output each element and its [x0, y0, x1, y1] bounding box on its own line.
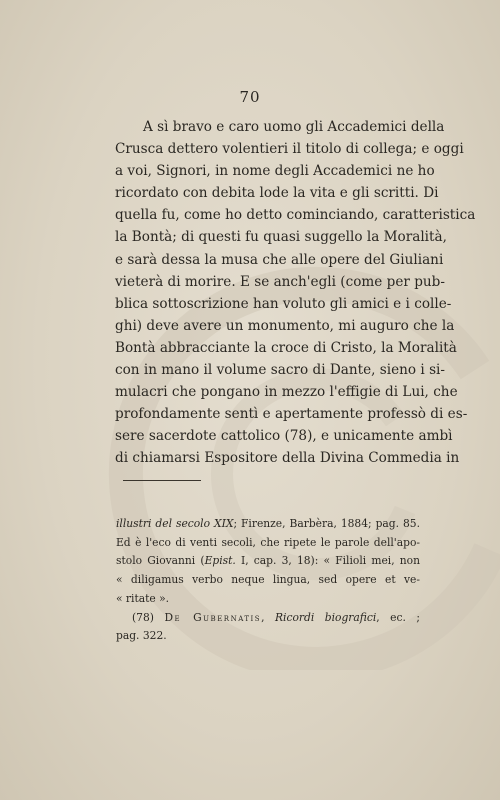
- footnote-text: stolo Giovanni (: [116, 554, 205, 568]
- text-line: ricordato con debita lode la vita e gli scritti. Di: [115, 185, 439, 202]
- footnote-line: [116, 552, 420, 571]
- text-line: con in mano il volume sacro di Dante, sieno i si-: [115, 362, 445, 379]
- footnote-line: [116, 609, 420, 628]
- footnote-line: « diligamus verbo neque lingua, sed opere et ve-: [116, 573, 420, 587]
- text-line: di chiamarsi Espositore della Divina Commedia in: [115, 450, 460, 467]
- footnote-line: pag. 322.: [116, 629, 167, 643]
- text-line: Bontà abbracciante la croce di Cristo, la Moralità: [115, 339, 457, 356]
- footnote-italic: illustri del secolo XIX: [116, 517, 234, 530]
- text-line: mulacri che pongano in mezzo l'effigie di Lui, che: [115, 384, 458, 401]
- footnote-separator: [123, 480, 201, 481]
- footnote-text: ; Firenze, Barbèra, 1884; pag. 85.: [233, 517, 421, 530]
- footnote-text: ,: [261, 610, 275, 624]
- text-line: blica sottoscrizione han voluto gli amici e i colle-: [115, 295, 452, 312]
- text-line: a voi, Signori, in nome degli Accademici ne ho: [115, 163, 435, 180]
- text-line: A sì bravo e caro uomo gli Accademici della: [143, 119, 445, 135]
- footnote-author: De Gubernatis: [164, 610, 262, 624]
- footnote-line: « ritate ».: [116, 591, 170, 605]
- footnote-italic: Epist.: [204, 554, 236, 568]
- footnotes: [116, 515, 420, 646]
- page-number: 70: [239, 88, 261, 106]
- text-line: quella fu, come ho detto cominciando, caratteristica: [115, 207, 476, 224]
- text-line: Crusca dettero volentieri il titolo di collega; e oggi: [115, 141, 464, 158]
- footnote-line: Ed è l'eco di venti secoli, che ripete le parole dell'apo-: [116, 535, 420, 549]
- text-line: e sarà dessa la musa che alle opere del Giuliani: [115, 251, 444, 268]
- text-line: sere sacerdote cattolico (78), e unicamente ambì: [115, 428, 453, 445]
- text-line: vieterà di morire. E se anch'egli (come per pub-: [115, 273, 445, 290]
- text-line: ghi) deve avere un monumento, mi auguro che la: [115, 317, 455, 334]
- text-line: la Bontà; di questi fu quasi suggello la Moralità,: [115, 229, 447, 246]
- body-text: [115, 116, 476, 470]
- footnote-italic: Ricordi biografici: [275, 610, 377, 624]
- text-line: profondamente sentì e apertamente professò di es-: [115, 406, 468, 423]
- footnote-text: , ec. ;: [376, 610, 420, 624]
- footnote-line: [116, 515, 420, 534]
- footnote-number: (78): [132, 610, 165, 624]
- footnote-text: I, cap. 3, 18): « Filioli mei, non: [235, 554, 420, 568]
